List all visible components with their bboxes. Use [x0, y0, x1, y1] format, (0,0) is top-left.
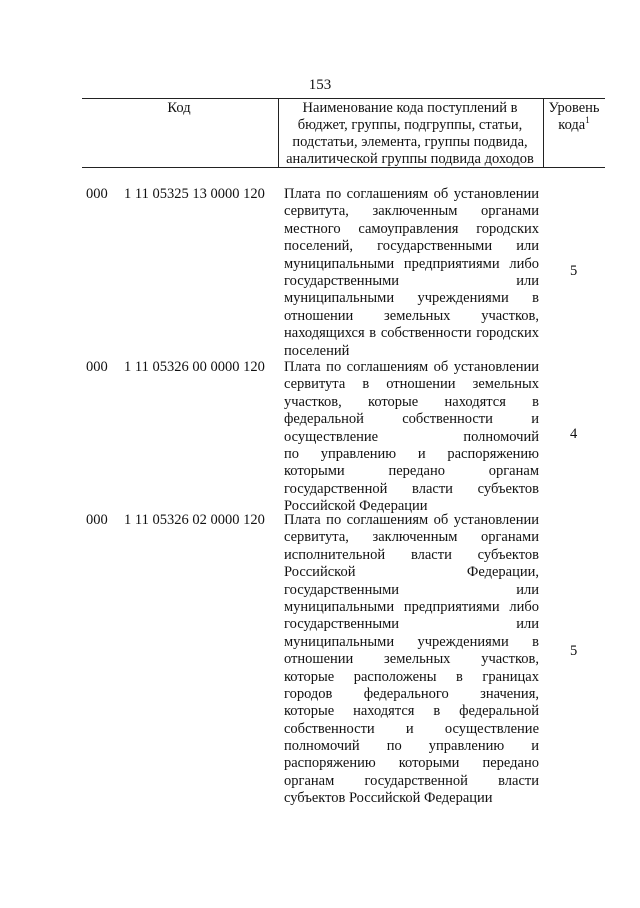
revenue-name	[284, 512, 539, 808]
code-level: 4	[570, 426, 578, 442]
revenue-name	[284, 359, 539, 516]
revenue-code: 1 11 05325 13 0000 120	[124, 186, 265, 202]
admin-code: 000	[86, 359, 108, 375]
revenue-name-line: находящихся в собственности городских	[284, 325, 539, 342]
revenue-name-line: муниципальными предприятиями либо	[284, 255, 539, 272]
footnote-marker: 1	[585, 115, 590, 126]
revenue-name-line: собственности и осуществление	[284, 720, 539, 737]
revenue-code: 1 11 05326 00 0000 120	[124, 359, 265, 375]
revenue-name-line: сервитута в отношении земельных	[284, 376, 539, 393]
revenue-name-line: местного самоуправления городских	[284, 220, 539, 237]
header-code: Код	[167, 100, 191, 116]
revenue-name-line: Российской Федерации,	[284, 564, 539, 581]
revenue-name-line: которыми передано органам	[284, 463, 539, 480]
revenue-name-line: Российской Федерации	[284, 498, 428, 515]
revenue-name-line: поселений, государственными или	[284, 238, 539, 255]
revenue-name-line: распоряжению которыми передано	[284, 755, 539, 772]
code-level: 5	[570, 643, 578, 659]
header-rule-bottom	[82, 167, 605, 168]
header-level	[544, 100, 604, 134]
revenue-name-line: субъектов Российской Федерации	[284, 790, 493, 807]
revenue-name-line: муниципальными учреждениями в	[284, 290, 539, 307]
header-rule-top	[82, 98, 605, 99]
admin-code: 000	[86, 186, 108, 202]
admin-code: 000	[86, 512, 108, 528]
revenue-name-line: отношении земельных участков,	[284, 651, 539, 668]
revenue-name-line: полномочий по управлению и	[284, 738, 539, 755]
revenue-code: 1 11 05326 02 0000 120	[124, 512, 265, 528]
revenue-name-line: осуществление полномочий	[284, 428, 539, 445]
revenue-name-line: государственными или	[284, 581, 539, 598]
revenue-name-line: федеральной собственности и	[284, 411, 539, 428]
revenue-name	[284, 186, 539, 360]
revenue-name-line: которые расположены в границах	[284, 668, 539, 685]
code-level: 5	[570, 263, 578, 279]
revenue-name-line: которые находятся в федеральной	[284, 703, 539, 720]
revenue-name-line: Плата по соглашениям об установлении	[284, 186, 539, 202]
revenue-name-line: городов федерального значения,	[284, 685, 539, 702]
revenue-name-line: муниципальными учреждениями в	[284, 633, 539, 650]
revenue-name-line: государственными или	[284, 616, 539, 633]
revenue-name-line: поселений	[284, 342, 350, 359]
revenue-name-line: органам государственной власти	[284, 772, 539, 789]
page-number: 153	[308, 77, 332, 93]
header-name: Наименование кода поступлений в бюджет, группы, подгруппы, статьи, подстатьи, элемента, группы подвида, аналитической группы подвида доходов	[286, 100, 534, 167]
revenue-name-line: исполнительной власти субъектов	[284, 546, 539, 563]
header-level-label: Уровень кода	[548, 100, 600, 133]
revenue-name-line: участков, которые находятся в	[284, 393, 539, 410]
revenue-name-line: Плата по соглашениям об установлении	[284, 359, 539, 375]
revenue-name-line: государственной власти субъектов	[284, 480, 539, 497]
revenue-name-line: Плата по соглашениям об установлении	[284, 512, 539, 528]
revenue-name-line: государственными или	[284, 272, 539, 289]
revenue-name-line: муниципальными предприятиями либо	[284, 598, 539, 615]
revenue-name-line: сервитута, заключенным органами	[284, 203, 539, 220]
revenue-name-line: сервитута, заключенным органами	[284, 529, 539, 546]
revenue-name-line: отношении земельных участков,	[284, 307, 539, 324]
revenue-name-line: по управлению и распоряжению	[284, 445, 539, 462]
